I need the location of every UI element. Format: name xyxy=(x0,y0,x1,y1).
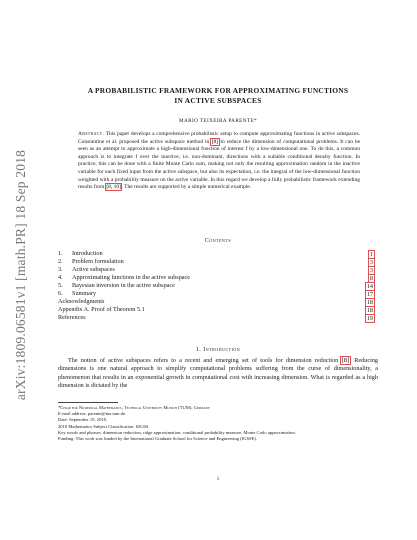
footnote-rule xyxy=(58,402,118,403)
toc-label: Bayesian inversion in the active subspace xyxy=(72,282,175,289)
toc-row xyxy=(58,282,378,290)
paper-title xyxy=(58,86,378,106)
page-number: 1 xyxy=(216,477,220,482)
toc-page-link[interactable]: 1 xyxy=(369,250,373,258)
toc-label: References xyxy=(58,314,86,321)
body-text-1: The notion of active subspaces refers to a recent and emerging set of tools for dimension reduction xyxy=(68,357,339,364)
toc-number: 4. xyxy=(58,274,63,281)
footnote-funding: Funding: This work was funded by the International Graduate School for Science and Engineering (IGSSE). xyxy=(58,436,258,442)
toc-page-link[interactable]: 8 xyxy=(369,274,373,282)
toc-row xyxy=(58,266,378,274)
abstract-text-1: This paper develops a comprehensive probabilistic setup to compute approximating functions in active subspaces. Constantine et al. proposed the active subspace method in xyxy=(78,131,361,145)
toc-row xyxy=(58,298,378,306)
citation-link[interactable]: [8, 10] xyxy=(106,184,121,191)
toc-number: 3. xyxy=(58,266,63,273)
toc-number: 6. xyxy=(58,290,63,297)
footnote-affiliation: *Chair for Numerical Mathematics, Technical University Munich (TUM), Germany xyxy=(58,405,210,410)
abstract-label: Abstract. xyxy=(78,131,105,137)
title-line-2: IN ACTIVE SUBSPACES xyxy=(174,96,262,105)
abstract xyxy=(78,131,360,192)
toc-page-link[interactable]: 3 xyxy=(369,258,373,266)
toc-page-link[interactable]: 3 xyxy=(369,266,373,274)
citation-link[interactable]: [8] xyxy=(341,357,350,364)
toc-row xyxy=(58,306,378,314)
toc-number: 2. xyxy=(58,258,63,265)
arxiv-id-text: arXiv:1809.06581v1 [math.PR] 18 Sep 2018 xyxy=(13,149,28,401)
toc-label: Problem formulation xyxy=(72,258,124,265)
toc-number: 1. xyxy=(58,250,63,257)
footnote-date: Date: September 19, 2018. xyxy=(58,417,108,423)
introduction-paragraph xyxy=(58,357,378,391)
toc-row xyxy=(58,290,378,298)
citation-link[interactable]: [8] xyxy=(211,138,219,145)
abstract-text-3: . The results are supported by a simple numerical example. xyxy=(121,184,252,191)
section-heading: 1. Introduction xyxy=(195,347,241,353)
toc-label: Summary xyxy=(72,290,97,297)
table-of-contents xyxy=(58,250,378,322)
toc-row xyxy=(58,250,378,258)
toc-label: Appendix A. Proof of Theorem 5.1 xyxy=(58,306,145,313)
toc-label: Acknowledgments xyxy=(58,298,105,305)
footnote-msc: 2010 Mathematics Subject Classification. 65C60. xyxy=(58,423,150,429)
footnote-email: E-mail address: parente@ma.tum.de. xyxy=(58,411,127,417)
toc-page-link[interactable]: 14 xyxy=(366,282,373,290)
abstract-text-2: to reduce the dimension of computational problems. It can be seen as an attempt to approximate a high-dimensional function of interest f by a low-dimensional one. To do this, a common approach is to integrate f over the inactive, i.e. non-dominant, directions with a suitable conditional density function. In practice, this can be done with a finite Monte Carlo sum, making not only the resulting approximation random in the inactive variable for each fixed input from the active subspace, but also its expectation, i.e. the integral of the low-dimensional function weighted with a probability measure on the active variable. In this regard we develop a fully probabilistic framework extending results from xyxy=(78,138,361,191)
toc-row xyxy=(58,314,378,322)
arxiv-identifier xyxy=(14,150,28,400)
toc-label: Approximating functions in the active subspace xyxy=(72,274,191,281)
toc-number: 5. xyxy=(58,282,63,289)
toc-page-link[interactable]: 18 xyxy=(366,306,373,314)
toc-row xyxy=(58,274,378,282)
footnote-keywords: Key words and phrases. dimension reduction, ridge approximation, conditional probability measure, Monte Carlo approximation. xyxy=(58,429,296,435)
toc-label: Active subspaces xyxy=(72,266,115,273)
contents-heading: Contents xyxy=(204,238,232,244)
toc-label: Introduction xyxy=(72,250,103,257)
title-line-1: A PROBABILISTIC FRAMEWORK FOR APPROXIMATING FUNCTIONS xyxy=(87,86,349,95)
body-text-2: . Reducing dimensions is one natural approach to simplify computational problems suffering from the curse of dimensionality, a phenomenon that results in an exponential growth in computational cost with increasing dimension. What is regarded as a high dimension is dictated by the xyxy=(58,357,379,390)
author-name: MARIO TEIXEIRA PARENTE* xyxy=(178,118,258,124)
toc-page-link[interactable]: 18 xyxy=(366,298,373,306)
toc-page-link[interactable]: 19 xyxy=(366,314,373,322)
toc-row xyxy=(58,258,378,266)
footnotes xyxy=(58,405,378,442)
toc-page-link[interactable]: 17 xyxy=(366,290,373,298)
